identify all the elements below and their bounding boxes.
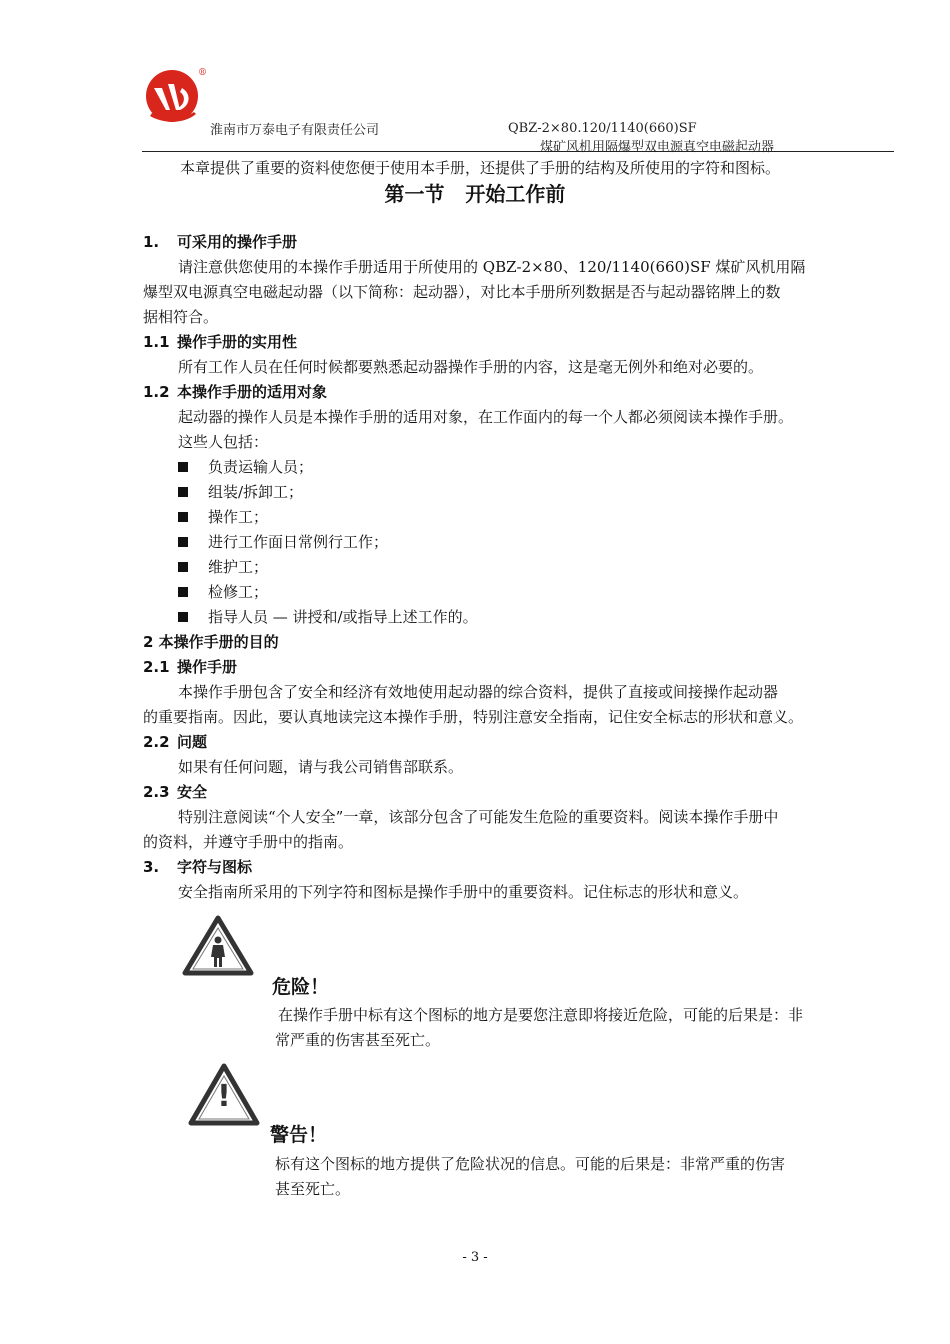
- warning-line-1: 标有这个图标的地方提供了危险状况的信息。可能的后果是：非常严重的伤害: [275, 1155, 786, 1173]
- heading-1-1: [143, 330, 297, 355]
- bullet-square: [178, 512, 188, 522]
- list-item-text: 检修工；: [208, 583, 269, 601]
- section-title: 第一节 开始工作前: [384, 182, 566, 206]
- list-item: [178, 505, 268, 530]
- heading-number: 1.: [143, 233, 160, 251]
- list-item-text: 组装/拆卸工；: [208, 483, 304, 501]
- s1-line-2: 爆型双电源真空电磁起动器（以下简称：起动器），对比本手册所列数据是否与起动器铭牌上的数: [143, 283, 781, 301]
- heading-3: [143, 855, 252, 880]
- s22-text: 如果有任何问题，请与我公司销售部联系。: [178, 758, 464, 776]
- bullet-square: [178, 537, 188, 547]
- danger-person-icon: [182, 915, 254, 977]
- heading-number: 2.2: [143, 733, 170, 751]
- s23-line-2: 的资料，并遵守手册中的指南。: [143, 833, 354, 851]
- heading-text: 可采用的操作手册: [177, 233, 298, 251]
- heading-text: 安全: [177, 783, 208, 801]
- s11-text: 所有工作人员在任何时候都要熟悉起动器操作手册的内容，这是毫无例外和绝对必要的。: [178, 358, 764, 376]
- heading-2: [143, 630, 279, 655]
- heading-text: 操作手册的实用性: [177, 333, 298, 351]
- s21-line-1: 本操作手册包含了安全和经济有效地使用起动器的综合资料，提供了直接或间接操作起动器: [178, 683, 779, 701]
- list-item-text: 维护工；: [208, 558, 269, 576]
- heading-1-2: [143, 380, 327, 405]
- bullet-square: [178, 562, 188, 572]
- heading-text: 本操作手册的目的: [158, 633, 279, 651]
- list-item-text: 进行工作面日常例行工作；: [208, 533, 389, 551]
- bullet-square: [178, 487, 188, 497]
- list-item: [178, 530, 388, 555]
- page-number: - 3 -: [462, 1250, 488, 1265]
- header-model: QBZ-2×80.120/1140(660)SF: [508, 121, 697, 136]
- list-item: [178, 555, 268, 580]
- warning-label: 警告！: [270, 1124, 328, 1146]
- s12-line-2: 这些人包括：: [178, 433, 269, 451]
- intro-text: 本章提供了重要的资料使您便于使用本手册，还提供了手册的结构及所使用的字符和图标。: [180, 159, 781, 177]
- s3-text: 安全指南所采用的下列字符和图标是操作手册中的重要资料。记住标志的形状和意义。: [178, 883, 749, 901]
- list-item: [178, 580, 268, 605]
- header-product: 煤矿风机用隔爆型双电源真空电磁起动器: [540, 140, 775, 155]
- heading-2-2: [143, 730, 207, 755]
- bullet-square: [178, 587, 188, 597]
- s1-line-3: 据相符合。: [143, 308, 219, 326]
- heading-number: 3.: [143, 858, 160, 876]
- danger-label: 危险！: [272, 976, 330, 998]
- list-item-text: 负责运输人员；: [208, 458, 314, 476]
- heading-2-3: [143, 780, 207, 805]
- warning-line-2: 甚至死亡。: [275, 1180, 351, 1198]
- s21-line-2: 的重要指南。因此，要认真地读完这本操作手册，特别注意安全指南，记住安全标志的形状和意义。: [143, 708, 804, 726]
- registered-mark: ®: [198, 68, 207, 78]
- heading-number: 1.2: [143, 383, 170, 401]
- heading-number: 1.1: [143, 333, 170, 351]
- bullet-square: [178, 612, 188, 622]
- heading-text: 字符与图标: [177, 858, 253, 876]
- heading-number: 2: [143, 633, 154, 651]
- warning-exclamation-glyph: !: [217, 1079, 231, 1114]
- header-company: 淮南市万泰电子有限责任公司: [210, 123, 380, 138]
- s1-line-1: 请注意供您使用的本操作手册适用于所使用的 QBZ-2×80、120/1140(660)SF 煤矿风机用隔: [178, 258, 806, 276]
- heading-number: 2.3: [143, 783, 170, 801]
- list-item: [178, 455, 313, 480]
- list-item: [178, 605, 478, 630]
- s12-line-1: 起动器的操作人员是本操作手册的适用对象，在工作面内的每一个人都必须阅读本操作手册。: [178, 408, 794, 426]
- company-logo: [140, 66, 210, 126]
- heading-number: 2.1: [143, 658, 170, 676]
- list-item-text: 操作工；: [208, 508, 269, 526]
- heading-2-1: [143, 655, 237, 680]
- s23-line-1: 特别注意阅读“个人安全”一章，该部分包含了可能发生危险的重要资料。阅读本操作手册中: [178, 808, 779, 826]
- danger-line-2: 常严重的伤害甚至死亡。: [275, 1031, 441, 1049]
- header-rule: [142, 151, 894, 152]
- heading-text: 操作手册: [177, 658, 238, 676]
- heading-text: 本操作手册的适用对象: [177, 383, 328, 401]
- heading-text: 问题: [177, 733, 208, 751]
- heading-1: [143, 230, 297, 255]
- list-item-text: 指导人员 — 讲授和/或指导上述工作的。: [208, 608, 478, 626]
- bullet-square: [178, 462, 188, 472]
- danger-line-1: 在操作手册中标有这个图标的地方是要您注意即将接近危险，可能的后果是：非: [278, 1006, 804, 1024]
- list-item: [178, 480, 303, 505]
- warning-exclamation-icon: [188, 1063, 260, 1127]
